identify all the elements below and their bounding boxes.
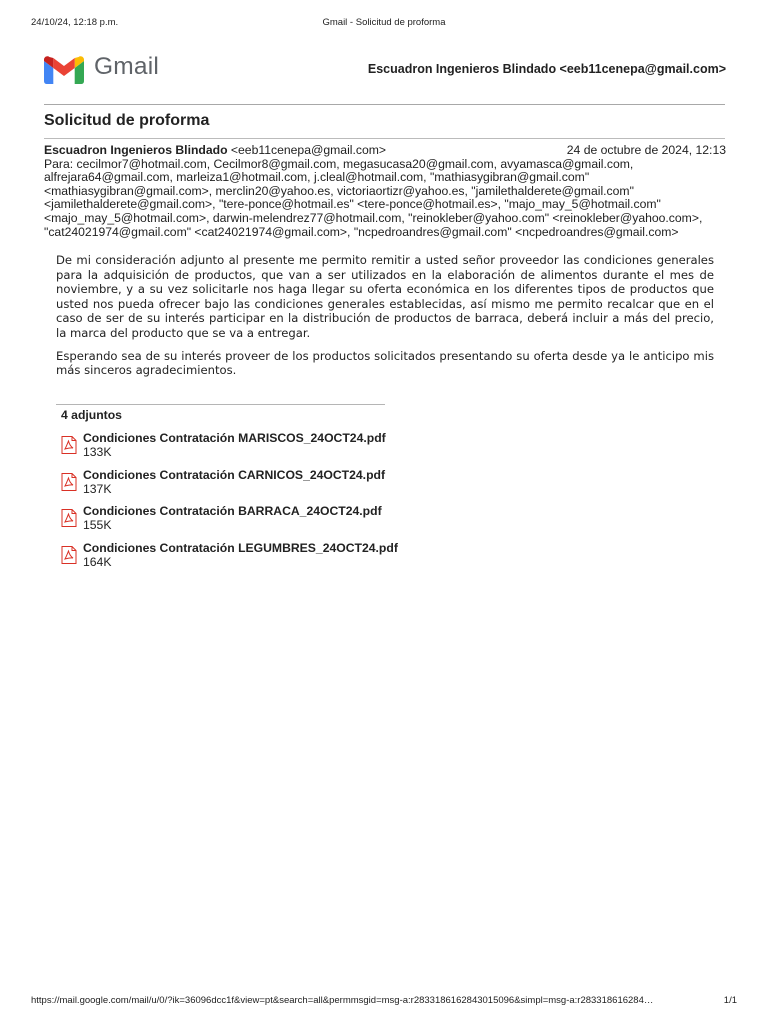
recipient-line: <mathiasygibran@gmail.com>, merclin20@yahoo.es, victoriaortizr@yahoo.es, "jamilethalderete@gmail.com"	[44, 183, 634, 198]
divider	[44, 138, 725, 139]
gmail-m-icon	[44, 56, 84, 84]
pdf-icon	[61, 546, 77, 564]
body-paragraph: De mi consideración adjunto al presente me permito remitir a usted señor proveedor las condiciones generales para la adquisición de productos, que van a ser utilizados en la elaboración de alimentos durante el mes de noviembre, y a su vez solicitarle nos haga llegar su oferta económica en los diferentes tipos de productos que usted nos pueda ofrecer bajo las condiciones generales establecidas, así mismo me permito recalcar que en el caso de ser de su interés participar en la distribución de productos de barraca, deberá incluir a más del precio, la marca del producto que se va a entregar.	[56, 253, 714, 340]
recipient-line: <majo_may_5@hotmail.com>, darwin-melendrez77@hotmail.com, "reinokleber@yahoo.com" <reinokleber@yahoo.com>,	[44, 210, 703, 225]
recipient-line: Para: cecilmor7@hotmail.com, Cecilmor8@gmail.com, megasucasa20@gmail.com, avyamasca@gmail.com,	[44, 156, 634, 171]
gmail-wordmark: Gmail	[94, 53, 159, 80]
attachment-item[interactable]	[61, 504, 461, 541]
print-url: https://mail.google.com/mail/u/0/?ik=36096dcc1f&view=pt&search=all&permmsgid=msg-a:r2833186162843015096&simpl=msg-a:r283318616284…	[31, 995, 654, 1006]
attachment-size: 155K	[83, 518, 112, 532]
attachment-item[interactable]	[61, 468, 461, 505]
recipient-line: "cat24021974@gmail.com" <cat24021974@gmail.com>, "ncpedroandres@gmail.com" <ncpedroandres@gmail.com>	[44, 224, 679, 239]
attachments-list	[61, 431, 461, 577]
print-footer	[0, 995, 768, 1009]
attachment-name[interactable]: Condiciones Contratación CARNICOS_24OCT24.pdf	[83, 467, 386, 482]
attachment-name[interactable]: Condiciones Contratación MARISCOS_24OCT24.pdf	[83, 431, 386, 445]
body-paragraph: Esperando sea de su interés proveer de los productos solicitados presentando su oferta desde ya le anticipo mis más sinceros agradecimientos.	[56, 348, 714, 378]
attachment-name[interactable]: Condiciones Contratación LEGUMBRES_24OCT24.pdf	[83, 540, 398, 555]
pdf-icon	[61, 509, 77, 527]
sender-email: <eeb11cenepa@gmail.com>	[230, 143, 387, 157]
sender-name: Escuadron Ingenieros Blindado	[44, 143, 228, 157]
attachment-item[interactable]	[61, 541, 461, 578]
attachment-size: 137K	[83, 481, 112, 496]
header-bar	[44, 54, 726, 88]
attachment-item[interactable]	[61, 431, 461, 468]
recipients	[44, 158, 726, 240]
recipient-line: <jamilethalderete@gmail.com>, "tere-ponce@hotmail.es" <tere-ponce@hotmail.es>, "majo_may_5@hotmail.com"	[44, 197, 661, 212]
attachment-size: 164K	[83, 554, 112, 569]
print-datetime: 24/10/24, 12:18 p.m.	[31, 17, 119, 28]
attachment-size: 133K	[83, 445, 112, 459]
email-subject: Solicitud de proforma	[44, 112, 210, 129]
message-date: 24 de octubre de 2024, 12:13	[566, 143, 726, 157]
pdf-icon	[61, 436, 77, 454]
attachment-name[interactable]: Condiciones Contratación BARRACA_24OCT24.pdf	[83, 504, 382, 518]
message-header	[44, 144, 726, 239]
print-header	[0, 17, 768, 31]
attachments-count: 4 adjuntos	[61, 408, 122, 422]
recipient-line: alfrejara64@gmail.com, marleiza1@hotmail.com, j.cleal@hotmail.com, "mathiasygibran@gmail.com"	[44, 170, 590, 185]
page-number: 1/1	[723, 995, 737, 1006]
pdf-icon	[61, 473, 77, 491]
divider	[56, 404, 385, 405]
account-identity: Escuadron Ingenieros Blindado <eeb11cenepa@gmail.com>	[367, 62, 726, 76]
print-title: Gmail - Solicitud de proforma	[322, 17, 446, 28]
divider	[44, 104, 725, 105]
message-body	[56, 253, 714, 386]
